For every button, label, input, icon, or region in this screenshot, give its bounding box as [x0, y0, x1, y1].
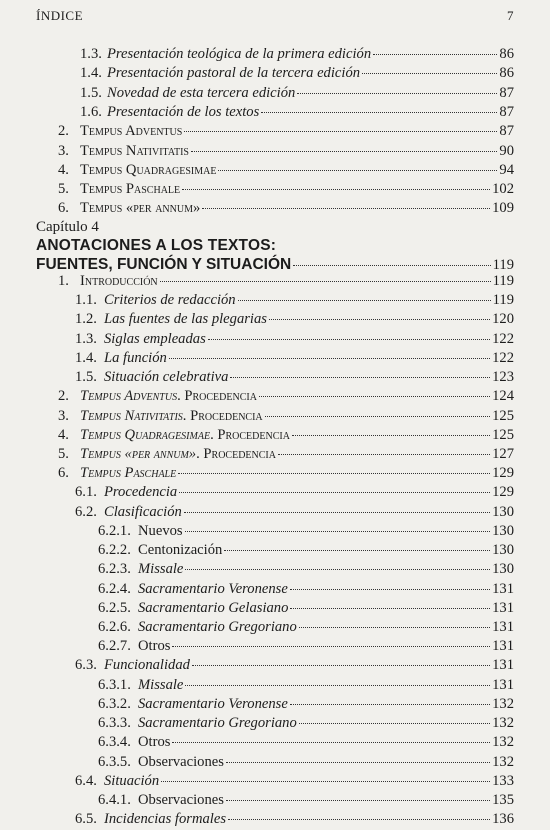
- running-header-title: ÍNDICE: [36, 8, 84, 23]
- leader-dots: [184, 130, 497, 132]
- leader-dots: [278, 453, 490, 455]
- toc-entry-page: 132: [492, 734, 514, 751]
- toc-entry-page: 124: [492, 388, 514, 405]
- toc-entry: [75, 292, 514, 311]
- toc-entry-title: Tempus Quadragesimae: [80, 426, 211, 443]
- toc-entry-number: 6.2.5.: [98, 599, 131, 616]
- leader-dots: [160, 280, 491, 282]
- toc-entry-title: Tempus Nativitatis: [80, 142, 189, 159]
- toc-entry: [58, 162, 514, 181]
- leader-dots: [169, 357, 490, 359]
- toc-entry-title: Presentación pastoral de la tercera edición: [107, 65, 361, 82]
- toc-entry-page: 120: [492, 311, 514, 328]
- toc-entry-page: 86: [499, 65, 514, 82]
- leader-dots: [161, 780, 490, 782]
- toc-entry-number: 6.2.3.: [98, 561, 131, 578]
- leader-dots: [218, 169, 497, 171]
- toc-entry-title: La función: [104, 349, 167, 366]
- toc-entry-number: 6.3.4.: [98, 734, 131, 751]
- toc-entry-page: 132: [492, 753, 514, 770]
- toc-entry: [98, 542, 514, 561]
- toc-entry-page: 131: [492, 599, 514, 616]
- toc-entry-page: 130: [492, 503, 514, 520]
- toc-entry: [75, 657, 514, 676]
- toc-entry-number: 5.: [58, 181, 69, 198]
- toc-entry-title: Tempus Nativitatis: [80, 407, 183, 424]
- toc-entry-number: 6.2.1.: [98, 522, 131, 539]
- toc-entry-title: Sacramentario Gelasiano: [138, 599, 289, 616]
- leader-dots: [208, 338, 490, 340]
- toc-entry-number: 6.1.: [75, 484, 97, 501]
- toc-entry-page: 87: [499, 84, 514, 101]
- leader-dots: [191, 150, 497, 152]
- leader-dots: [269, 318, 490, 320]
- toc-entry-number: 6.4.: [75, 772, 97, 789]
- toc-entry-page: 123: [492, 369, 514, 386]
- toc-entry-number: 1.4.: [80, 65, 102, 82]
- toc-entry-number: 6.3.5.: [98, 753, 131, 770]
- toc-entry-title: Tempus «per annum»: [80, 445, 197, 462]
- toc-entry: [58, 446, 514, 465]
- toc-entry: [80, 46, 514, 65]
- toc-entry-title: Tempus Adventus: [80, 123, 183, 140]
- leader-dots: [192, 664, 490, 666]
- toc-entry-number: 3.: [58, 407, 69, 424]
- toc-entry-page: 119: [492, 292, 514, 309]
- toc-entry: [75, 504, 514, 523]
- toc-entry-number: 1.: [58, 273, 69, 289]
- toc-entry-number: 6.5.: [75, 811, 97, 828]
- toc-entry-page: 130: [492, 561, 514, 578]
- toc-entry-title: Situación celebrativa: [104, 369, 229, 386]
- toc-entry-title: Observaciones: [138, 753, 224, 770]
- toc-entry-title: Introducción: [80, 273, 158, 289]
- toc-entry-number: 2.: [58, 123, 69, 140]
- toc-entry: [98, 734, 514, 753]
- leader-dots: [261, 111, 497, 113]
- toc-entry: [98, 561, 514, 580]
- toc-entry-page: 87: [499, 123, 514, 140]
- running-header: [36, 6, 514, 26]
- leader-dots: [224, 549, 490, 551]
- toc-entry-suffix: . Procedencia: [177, 388, 257, 405]
- toc-entry-page: 119: [492, 273, 514, 289]
- leader-dots: [179, 491, 490, 493]
- toc-entry-page: 129: [492, 484, 514, 501]
- toc-entry-suffix: . Procedencia: [182, 407, 263, 424]
- toc-entry: [98, 581, 514, 600]
- leader-dots: [185, 684, 490, 686]
- toc-entry-title: Otros: [138, 638, 171, 655]
- toc-entry: [75, 331, 514, 350]
- toc-entry-title: Nuevos: [138, 522, 183, 539]
- toc-entry: [98, 600, 514, 619]
- toc-entry-title: Centonización: [138, 542, 223, 559]
- toc-entry-number: 6.2.4.: [98, 580, 131, 597]
- leader-dots: [202, 207, 490, 209]
- toc-entry: [98, 523, 514, 542]
- toc-entry-number: 1.5.: [75, 369, 97, 386]
- toc-entry-title: Las fuentes de las plegarias: [104, 311, 267, 328]
- toc-entry-title: Observaciones: [138, 791, 224, 808]
- toc-entry-suffix: . Procedencia: [196, 445, 276, 462]
- toc-entry-page: 122: [492, 349, 514, 366]
- toc-entry: [80, 104, 514, 123]
- toc-entry-number: 3.: [58, 142, 69, 159]
- toc-entry: [75, 350, 514, 369]
- toc-entry: [58, 273, 514, 292]
- toc-entry-title: Presentación teológica de la primera edición: [107, 46, 372, 62]
- toc-entry-page: 129: [492, 465, 514, 482]
- toc-entry-number: 1.3.: [80, 46, 102, 62]
- toc-entry: [98, 677, 514, 696]
- toc-page: 119: [492, 257, 514, 273]
- toc-entry-page: 131: [492, 618, 514, 635]
- toc-entry-number: 6.2.6.: [98, 618, 131, 635]
- leader-dots: [259, 395, 490, 397]
- leader-dots: [373, 53, 497, 55]
- toc-entry-title: Tempus «per annum»: [80, 200, 201, 217]
- toc-entry-title: Sacramentario Veronense: [138, 695, 288, 712]
- toc-entry: [98, 792, 514, 811]
- toc-entry-title: Criterios de redacción: [104, 292, 236, 309]
- leader-dots: [293, 264, 490, 266]
- toc-entry-page: 122: [492, 330, 514, 347]
- leader-dots: [238, 299, 491, 301]
- toc-entry: [58, 465, 514, 484]
- leader-dots: [172, 645, 490, 647]
- toc-entry-number: 1.2.: [75, 311, 97, 328]
- leader-dots: [290, 703, 490, 705]
- chapter-title-line1: ANOTACIONES A LOS TEXTOS:: [36, 237, 277, 254]
- leader-dots: [299, 626, 490, 628]
- toc-entry-number: 6.2.7.: [98, 638, 131, 655]
- toc-entry-page: 86: [499, 46, 514, 62]
- toc-entry: [75, 773, 514, 792]
- toc-entry-page: 87: [499, 103, 514, 120]
- toc-entry-title: Sacramentario Gregoriano: [138, 715, 297, 732]
- toc-entry: [75, 484, 514, 503]
- toc-entry-page: 135: [492, 791, 514, 808]
- toc-entry: [98, 638, 514, 657]
- toc-entry: [75, 311, 514, 330]
- toc-entry-title: Otros: [138, 734, 171, 751]
- leader-dots: [226, 799, 490, 801]
- toc-entry: [58, 200, 514, 219]
- toc-entry: [58, 408, 514, 427]
- leader-dots: [290, 588, 490, 590]
- toc-entry-page: 125: [492, 407, 514, 424]
- toc-entry-title: Funcionalidad: [104, 657, 190, 674]
- toc-entry-page: 130: [492, 522, 514, 539]
- leader-dots: [182, 188, 490, 190]
- toc-entry-number: 4.: [58, 161, 69, 178]
- toc-entry: [98, 754, 514, 773]
- toc-entry: [58, 181, 514, 200]
- toc-entry: [98, 619, 514, 638]
- toc-entry: [75, 369, 514, 388]
- toc-entry-number: 6.2.: [75, 503, 97, 520]
- leader-dots: [226, 761, 490, 763]
- toc-entry-page: 125: [492, 426, 514, 443]
- leader-dots: [185, 530, 491, 532]
- page-number: 7: [507, 8, 514, 23]
- toc-entry-page: 132: [492, 695, 514, 712]
- toc-entry: [58, 123, 514, 142]
- leader-dots: [172, 741, 490, 743]
- leader-dots: [178, 472, 490, 474]
- leader-dots: [292, 434, 490, 436]
- chapter-label: Capítulo 4: [36, 219, 99, 235]
- toc-entry-number: 6.: [58, 200, 69, 217]
- toc-entry-title: Clasificación: [104, 503, 182, 520]
- toc-entry-page: 131: [492, 638, 514, 655]
- toc-entry: [80, 65, 514, 84]
- toc-entry: [98, 715, 514, 734]
- toc-entry-title: Sacramentario Veronense: [138, 580, 288, 597]
- toc-entry-number: 6.3.3.: [98, 715, 131, 732]
- leader-dots: [362, 72, 497, 74]
- toc-entry-page: 127: [492, 445, 514, 462]
- toc-entry-page: 90: [499, 142, 514, 159]
- toc-entry-page: 132: [492, 715, 514, 732]
- toc-entry-title: Tempus Adventus: [80, 388, 178, 405]
- toc-entry-number: 6.: [58, 465, 69, 482]
- leader-dots: [230, 376, 490, 378]
- toc-entry-number: 1.6.: [80, 103, 102, 120]
- leader-dots: [265, 415, 490, 417]
- toc-entry-number: 6.2.2.: [98, 542, 131, 559]
- toc-entry-title: Presentación de los textos: [107, 103, 260, 120]
- toc-entry-number: 6.3.: [75, 657, 97, 674]
- toc-entry-number: 1.5.: [80, 84, 102, 101]
- toc-entry-title: Missale: [138, 561, 184, 578]
- toc-entry-page: 133: [492, 772, 514, 789]
- leader-dots: [290, 607, 490, 609]
- toc-entry: [58, 143, 514, 162]
- toc-entry-suffix: . Procedencia: [210, 426, 290, 443]
- toc-entry-title: Situación: [104, 772, 160, 789]
- toc-entry: [98, 696, 514, 715]
- toc-entry-page: 136: [492, 811, 514, 828]
- toc-entry-number: 6.3.1.: [98, 676, 131, 693]
- toc-entry: [75, 811, 514, 830]
- toc-entry-number: 1.1.: [75, 292, 97, 309]
- toc-entry-number: 6.4.1.: [98, 791, 131, 808]
- toc-entry-page: 102: [492, 181, 514, 198]
- toc-entry-title: Tempus Quadragesimae: [80, 161, 217, 178]
- toc-entry-title: Missale: [138, 676, 184, 693]
- toc-entry-title: Incidencias formales: [104, 811, 226, 828]
- toc-entry-number: 5.: [58, 445, 69, 462]
- leader-dots: [297, 92, 497, 94]
- leader-dots: [185, 568, 490, 570]
- toc-entry: [80, 85, 514, 104]
- toc-entry-title: Sacramentario Gregoriano: [138, 618, 297, 635]
- toc-entry-page: 94: [499, 161, 514, 178]
- toc-entry-page: 130: [492, 542, 514, 559]
- toc-entry-page: 109: [492, 200, 514, 217]
- toc-entry: [58, 388, 514, 407]
- toc-entry: [58, 427, 514, 446]
- leader-dots: [299, 722, 490, 724]
- toc-entry-title: Procedencia: [104, 484, 178, 501]
- chapter-title-line2: FUENTES, FUNCIÓN Y SITUACIÓN: [36, 256, 292, 273]
- toc-entry-number: 2.: [58, 388, 69, 405]
- toc-entry-page: 131: [492, 580, 514, 597]
- toc-entry-title: Novedad de esta tercera edición: [107, 84, 296, 101]
- toc-entry-page: 131: [492, 676, 514, 693]
- toc-entry-number: 1.3.: [75, 330, 97, 347]
- toc-entry-title: Tempus Paschale: [80, 181, 181, 198]
- toc-entry-number: 4.: [58, 426, 69, 443]
- toc-entry-number: 6.3.2.: [98, 695, 131, 712]
- toc-entry-page: 131: [492, 657, 514, 674]
- toc-entry-number: 1.4.: [75, 349, 97, 366]
- leader-dots: [184, 511, 490, 513]
- toc-entry-title: Tempus Paschale: [80, 465, 177, 482]
- toc-entry-title: Siglas empleadas: [104, 330, 206, 347]
